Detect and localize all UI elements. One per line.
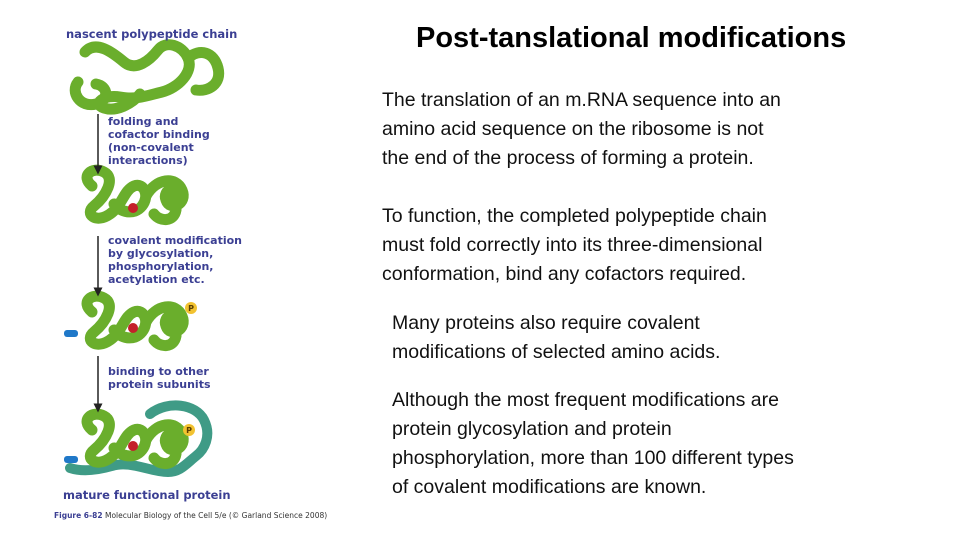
step-folding-label: [108, 115, 210, 167]
text-line: of covalent modifications are known.: [392, 476, 707, 498]
paragraph-covalent: [392, 309, 720, 367]
nascent-chain-heading: nascent polypeptide chain: [66, 27, 238, 41]
slide-title: Post-tanslational modifications: [416, 22, 847, 54]
cofactor-icon: [128, 203, 138, 213]
mature-protein-graphic: [64, 405, 207, 472]
text-line: amino acid sequence on the ribosome is not: [382, 118, 764, 140]
label-line: (non-covalent: [108, 141, 194, 154]
step-covalent-label: [108, 234, 242, 286]
text-line: Although the most frequent modifications are: [392, 389, 779, 411]
text-line: Many proteins also require covalent: [392, 312, 700, 334]
label-line: cofactor binding: [108, 128, 210, 141]
caption-figure-number: Figure 6-82: [54, 511, 103, 520]
mature-protein-heading: mature functional protein: [63, 488, 231, 502]
glycosylation-icon: [64, 456, 78, 463]
label-line: acetylation etc.: [108, 273, 205, 286]
paragraph-frequent-modifications: [392, 386, 794, 502]
paragraph-folding: [382, 202, 767, 289]
text-line: modifications of selected amino acids.: [392, 341, 721, 363]
nascent-chain-graphic: [75, 45, 219, 109]
phosphate-label: P: [186, 426, 192, 435]
folded-protein-graphic: [87, 170, 183, 219]
step-subunit-label: [108, 365, 211, 391]
label-line: by glycosylation,: [108, 247, 214, 260]
text-line: the end of the process of forming a protein.: [382, 147, 754, 169]
text-line: To function, the completed polypeptide chain: [382, 205, 767, 227]
text-line: must fold correctly into its three-dimensional: [382, 234, 763, 256]
figure-caption: [54, 511, 327, 520]
phosphate-label: P: [188, 304, 194, 313]
paragraph-translation: [382, 86, 781, 173]
label-line: interactions): [108, 154, 188, 167]
glycosylation-icon: [64, 330, 78, 337]
label-line: folding and: [108, 115, 179, 128]
text-line: phosphorylation, more than 100 different types: [392, 447, 794, 469]
caption-text: Molecular Biology of the Cell 5/e (© Garland Science 2008): [104, 511, 328, 520]
text-line: protein glycosylation and protein: [392, 418, 672, 440]
cofactor-icon: [128, 323, 138, 333]
label-line: phosphorylation,: [108, 260, 214, 273]
protein-maturation-figure: [0, 0, 360, 540]
label-line: protein subunits: [108, 378, 211, 391]
text-line: conformation, bind any cofactors required.: [382, 263, 747, 285]
text-line: The translation of an m.RNA sequence into an: [382, 89, 781, 111]
cofactor-icon: [128, 441, 138, 451]
modified-protein-graphic: [64, 296, 197, 345]
label-line: covalent modification: [108, 234, 242, 247]
label-line: binding to other: [108, 365, 209, 378]
